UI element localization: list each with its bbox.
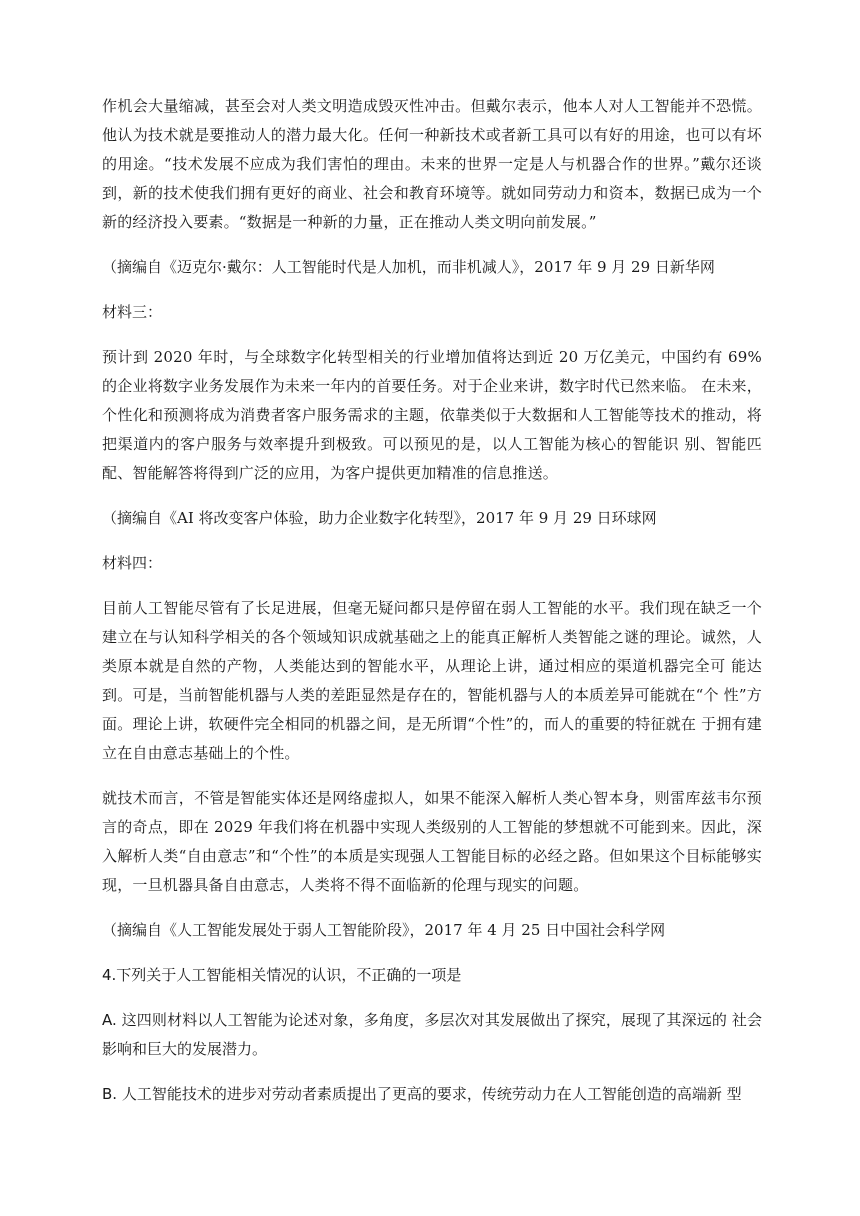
paragraph-dell-continued: 作机会大量缩减，甚至会对人类文明造成毁灭性冲击。但戴尔表示，他本人对人工智能并不恐慌。他认为技术就是要推动人的潜力最大化。任何一种新技术或者新工具可以有好的用途，也可以有坏的用途。“技术发展不应成为我们害怕的理由。未来的世界一定是人与机器合作的世界。”戴尔还谈到，新的技术使我们拥有更好的商业、社会和教育环境等。就如同劳动力和资本，数据已成为一个新的经济投入要素。“数据是一种新的力量，正在推动人类文明向前发展。” [102,97,762,231]
document-page [102,92,762,1125]
material-three-heading: 材料三： [102,303,163,321]
source-citation-1: （摘编自《迈克尔·戴尔：人工智能时代是人加机，而非机减人》，2017 年 9 月 29 日新华网 [102,258,715,276]
source-citation-4: （摘编自《人工智能发展处于弱人工智能阶段》，2017 年 4 月 25 日中国社会科学网 [102,921,666,939]
paragraph-material-four-1: 目前人工智能尽管有了长足进展，但毫无疑问都只是停留在弱人工智能的水平。我们现在缺乏一个建立在与认知科学相关的各个领域知识成就基础之上的能真正解析人类智能之谜的理论。诚然，人类原本就是自然的产物，人类能达到的智能水平，从理论上讲，通过相应的渠道机器完全可 能达到。可是，当前智能机器与人类的差距显然是存在的，智能机器与人的本质差异可能就在“个 性”方面。理论上讲，软硬件完全相同的机器之间，是无所谓“个性”的，而人的重要的特征就在 于拥有建立在自由意志基础上的个性。 [102,599,762,762]
question-4: 4.下列关于人工智能相关情况的认识，不正确的一项是 [102,966,462,984]
paragraph-material-three: 预计到 2020 年时，与全球数字化转型相关的行业增加值将达到近 20 万亿美元，中国约有 69%的企业将数字业务发展作为未来一年内的首要任务。对于企业来讲，数字时代已然来临。 在未来，个性化和预测将成为消费者客户服务需求的主题，依靠类似于大数据和人工智能等技术的推动，将把渠道内的客户服务与效率提升到极致。可以预见的是，以人工智能为核心的智能识 别、智能匹配、智能解答将得到广泛的应用，为客户提供更加精准的信息推送。 [102,348,762,482]
source-citation-3: （摘编自《AI 将改变客户体验，助力企业数字化转型》，2017 年 9 月 29 日环球网 [102,509,657,527]
paragraph-material-four-2: 就技术而言，不管是智能实体还是网络虚拟人，如果不能深入解析人类心智本身，则雷库兹韦尔预言的奇点，即在 2029 年我们将在机器中实现人类级别的人工智能的梦想就不可能到来。因此，深入解析人类“自由意志”和“个性”的本质是实现强人工智能目标的必经之路。但如果这个目标能够实现，一旦机器具备自由意志，人类将不得不面临新的伦理与现实的问题。 [102,789,762,894]
option-b: B. 人工智能技术的进步对劳动者素质提出了更高的要求，传统劳动力在人工智能创造的高端新 型 [102,1085,742,1103]
material-four-heading: 材料四： [102,554,163,572]
option-a: A. 这四则材料以人工智能为论述对象，多角度，多层次对其发展做出了探究，展现了其深远的 社会影响和巨大的发展潜力。 [102,1011,762,1058]
